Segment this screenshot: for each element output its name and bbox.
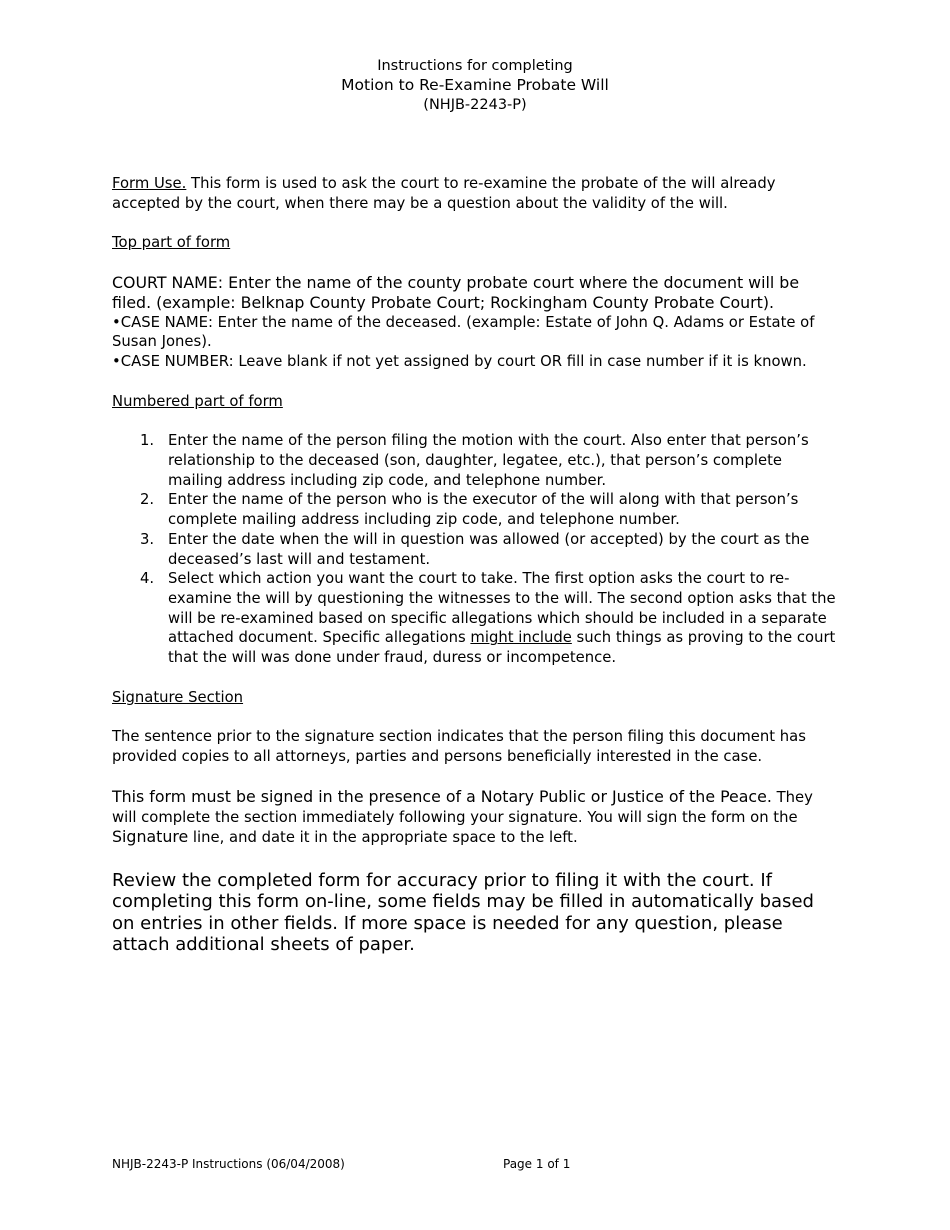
form-number: (NHJB-2243-P) [423, 97, 527, 113]
form-use-text: This form is used to ask the court to re-examine the probate of the will already accepted by the court, when there may be a question about the validity of the will. [112, 175, 776, 212]
header-line-1: Instructions for completing [377, 58, 573, 74]
top-part-heading: Top part of form [112, 234, 231, 252]
review-note: Review the completed form for accuracy prior to filing it with the court. If completing this form on-line, some fields may be filled in automatically based on entries in other fields. If more space is needed for any question, please attach additional sheets of paper. [112, 869, 814, 956]
form-use-paragraph [112, 174, 838, 213]
bullet-icon: • [112, 313, 121, 331]
court-name-instruction: COURT NAME: Enter the name of the county probate court where the document will be filed. (example: Belknap County Probate Court; Rockingham County Probate Court). [112, 273, 800, 312]
list-item: 3. Enter the date when the will in question was allowed (or accepted) by the court as the deceased’s last will and testament. [140, 530, 810, 568]
instructions-body [112, 174, 838, 956]
bullet-icon: • [112, 352, 121, 370]
signature-section-heading: Signature Section [112, 688, 244, 706]
list-item: 4. Select which action you want the court to take. The first option asks the court to re-examine the will by questioning the witnesses to the will. The second option asks that the will be re-examined based on specific allegations which should be included in a separate attached document. Specific allegations might include such things as proving to the court that the will was done under fraud, duress or incompetence. [140, 570, 836, 667]
case-number-instruction: •CASE NUMBER: Leave blank if not yet assigned by court OR fill in case number if it is known. [112, 352, 807, 370]
might-include-emphasis: might include [470, 629, 572, 647]
page-number: Page 1 of 1 [503, 1157, 571, 1171]
list-item: 1. Enter the name of the person filing the motion with the court. Also enter that person’s relationship to the deceased (son, daughter, legatee, etc.), that person’s complete mailing address including zip code, and telephone number. [140, 432, 809, 489]
case-name-instruction: •CASE NAME: Enter the name of the deceased. (example: Estate of John Q. Adams or Estate of Susan Jones). [112, 313, 815, 351]
signature-paragraph-2: This form must be signed in the presence of a Notary Public or Justice of the Peace. They will complete the section immediately following your signature. You will sign the form on the Signature line, and date it in the appropriate space to the left. [112, 786, 813, 847]
numbered-list [112, 431, 838, 667]
signature-paragraph-1: The sentence prior to the signature section indicates that the person filing this document has provided copies to all attorneys, parties and persons beneficially interested in the case. [112, 728, 806, 766]
numbered-part-heading: Numbered part of form [112, 392, 283, 410]
list-item: 2. Enter the name of the person who is the executor of the will along with that person’s complete mailing address including zip code, and telephone number. [140, 491, 799, 529]
document-title: Motion to Re-Examine Probate Will [341, 76, 609, 94]
footer-form-id: NHJB-2243-P Instructions (06/04/2008) [112, 1157, 345, 1171]
form-use-label: Form Use. [112, 175, 187, 192]
